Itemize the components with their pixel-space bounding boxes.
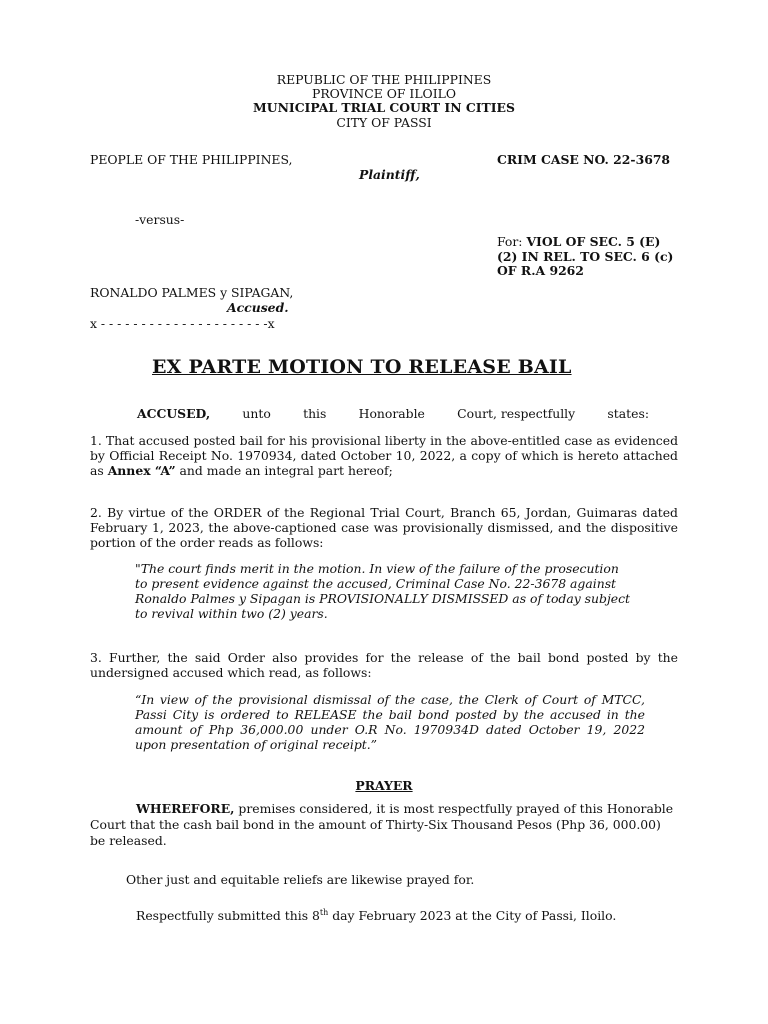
quote-1: "The court finds merit in the motion. In view of the failure of the prosecution to present evidence against the accused, Criminal Case No. 22-3678 against Ronaldo Palmes y Sipagan is PROVISIONALLY DISMISSED as of today subject to revival within two (2) years. xyxy=(135,561,631,621)
header-court: MUNICIPAL TRIAL COURT IN CITIES xyxy=(253,100,515,115)
accused-name: RONALDO PALMES y SIPAGAN, xyxy=(90,285,294,300)
other-reliefs: Other just and equitable reliefs are likewise prayed for. xyxy=(126,872,475,887)
paragraph-1-tail: and made an integral part hereof; xyxy=(175,463,393,478)
paragraph-3: 3. Further, the said Order also provides for the release of the bail bond posted by the undersigned accused which read, as follows: xyxy=(90,650,678,680)
for-block xyxy=(497,234,660,249)
submission-ordinal: th xyxy=(319,907,329,917)
intro-states: states: xyxy=(607,406,649,421)
plaintiff-role: Plaintiff, xyxy=(359,167,420,182)
submission-paragraph xyxy=(90,908,678,924)
document-title: EX PARTE MOTION TO RELEASE BAIL xyxy=(152,356,572,378)
wherefore: WHEREFORE, xyxy=(136,801,235,816)
versus: -versus- xyxy=(135,212,185,227)
quote-2: “In view of the provisional dismissal of the case, the Clerk of Court of MTCC, Passi City is ordered to RELEASE the bail bond posted by the accused in the amount of Php 36,000.00 under O.R No. 1970934D dated October 19, 2022 upon presentation of original receipt.” xyxy=(135,692,645,752)
for-line1: VIOL OF SEC. 5 (E) xyxy=(526,234,661,249)
header-republic: REPUBLIC OF THE PHILIPPINES xyxy=(276,72,492,87)
caption-separator: x - - - - - - - - - - - - - - - - - - - - -x xyxy=(90,316,275,331)
plaintiff-name: PEOPLE OF THE PHILIPPINES, xyxy=(90,152,293,167)
header-city: CITY OF PASSI xyxy=(336,115,432,130)
paragraph-2: 2. By virtue of the ORDER of the Regional Trial Court, Branch 65, Jordan, Guimaras dated February 1, 2023, the above-captioned case was provisionally dismissed, and the dispositive portion of the order reads as follows: xyxy=(90,505,678,550)
intro-line xyxy=(137,406,649,421)
intro-unto: unto xyxy=(242,406,271,421)
annex-label: Annex “A” xyxy=(107,463,176,478)
submission-lead: Respectfully submitted this 8 xyxy=(136,908,320,923)
paragraph-1-lead: 1. That accused posted bail for his provisional liberty in the above-entitled case as evidenced by Official Receipt No. 1970934, dated October 10, 2022, a copy of which is hereto attached as xyxy=(90,433,678,478)
intro-this: this xyxy=(303,406,327,421)
paragraph-1 xyxy=(90,433,678,478)
for-label: For: xyxy=(497,234,523,249)
intro-accused: ACCUSED, xyxy=(137,406,211,421)
for-line3: OF R.A 9262 xyxy=(497,263,584,278)
submission-tail: day February 2023 at the City of Passi, Iloilo. xyxy=(328,908,617,923)
prayer-heading: PRAYER xyxy=(355,778,413,793)
intro-court: Court, respectfully xyxy=(457,406,576,421)
prayer-paragraph xyxy=(90,801,678,849)
for-line2: (2) IN REL. TO SEC. 6 (c) xyxy=(497,249,674,264)
header-province: PROVINCE OF ILOILO xyxy=(311,86,456,101)
accused-role: Accused. xyxy=(227,300,289,315)
prayer-text: premises considered, it is most respectfully prayed of this Honorable Court that the cash bail bond in the amount of Thirty-Six Thousand Pesos (Php 36, 000.00) be released. xyxy=(90,801,674,848)
case-number: CRIM CASE NO. 22-3678 xyxy=(497,152,671,167)
intro-honorable: Honorable xyxy=(358,406,425,421)
